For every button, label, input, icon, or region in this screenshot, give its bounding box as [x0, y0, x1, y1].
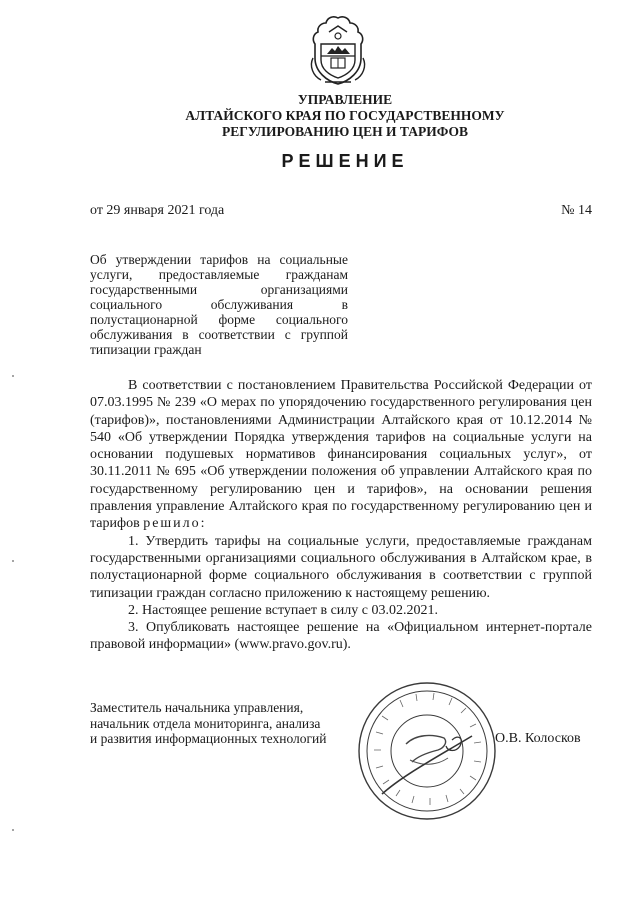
document-type-title: РЕШЕНИЕ: [281, 151, 409, 171]
authority-line-2: АЛТАЙСКОГО КРАЯ ПО ГОСУДАРСТВЕННОМУ: [185, 108, 505, 123]
decision-colon: :: [200, 516, 205, 532]
document-subject: Об утверждении тарифов на социальные услуги, предоставляемые гражданам государственными организациями социального обслуживания в полустационарной форме социального обслуживания в соответствии с группой типизации граждан: [90, 252, 348, 357]
preamble-text: В соответствии с постановлением Правительства Российской Федерации от 07.03.1995 № 239 «О мерах по упорядочению государственного регулирования цен (тарифов)», постановлениями Администрации Алтайского края от 10.12.2014 № 540 «Об утверждении Порядка утверждения тарифов на социальные услуги на основании подушевых нормативов финансирования социальных услуг», от 30.11.2011 № 695 «Об утверждении положения об управлении Алтайского края по государственному регулированию цен и тарифов», на основании решения правления управление Алтайского края по государственному регулированию цен и тарифов: [90, 378, 592, 532]
official-stamp-icon: [352, 676, 502, 826]
date-number-line: [90, 203, 592, 219]
document-number: № 14: [561, 203, 592, 218]
margin-mark: [12, 829, 14, 831]
authority-line-1: УПРАВЛЕНИЕ: [297, 92, 393, 107]
preamble-paragraph: [90, 377, 592, 533]
position-line-1: Заместитель начальника управления,: [90, 700, 304, 715]
coat-of-arms-icon: [307, 14, 369, 88]
document-date: от 29 января 2021 года: [90, 203, 225, 218]
position-line-2: начальник отдела мониторинга, анализа: [90, 715, 321, 731]
resolution-item-3: 3. Опубликовать настоящее решение на «Официальном интернет-портале правовой информации» (www.pravo.gov.ru).: [90, 620, 592, 653]
resolution-item-2: 2. Настоящее решение вступает в силу с 03.02.2021.: [128, 602, 438, 618]
issuing-authority: [150, 92, 540, 140]
signatory-position: [90, 700, 370, 747]
decision-word: решило: [143, 516, 201, 532]
document-body: [90, 377, 592, 654]
signatory-name: О.В. Колосков: [495, 731, 581, 746]
margin-mark: [12, 375, 14, 377]
margin-mark: [12, 560, 14, 562]
resolution-item-1: 1. Утвердить тарифы на социальные услуги, предоставляемые гражданам государственными организациями социального обслуживания в Алтайском крае, в полустационарной форме социального обслуживания в соответствии с группой типизации граждан согласно приложению к настоящему решению.: [90, 533, 592, 601]
authority-line-3: РЕГУЛИРОВАНИЮ ЦЕН И ТАРИФОВ: [221, 124, 469, 139]
position-line-3: и развития информационных технологий: [90, 731, 327, 746]
